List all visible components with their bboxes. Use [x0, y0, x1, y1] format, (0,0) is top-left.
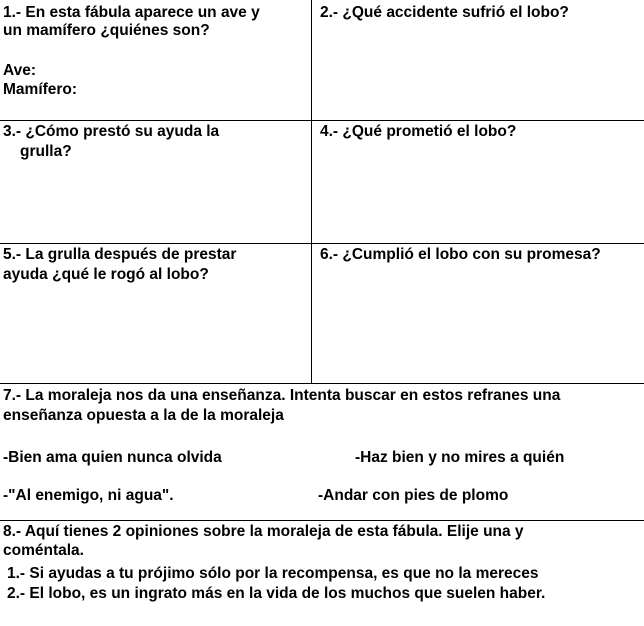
- grid-line-row4: [0, 520, 644, 521]
- question-7-line2: enseñanza opuesta a la de la moraleja: [3, 407, 284, 424]
- refran-2: -Haz bien y no mires a quién: [355, 449, 565, 466]
- question-3-line2: grulla?: [20, 143, 72, 160]
- question-8-line1: 8.- Aquí tienes 2 opiniones sobre la moraleja de esta fábula. Elije una y: [3, 523, 524, 540]
- question-1-line2: un mamífero ¿quiénes son?: [3, 22, 210, 39]
- grid-line-row3: [0, 383, 644, 384]
- grid-line-row2: [0, 243, 644, 244]
- question-1-line1: 1.- En esta fábula aparece un ave y: [3, 4, 260, 21]
- question-5-line2: ayuda ¿qué le rogó al lobo?: [3, 266, 209, 283]
- mamifero-label: Mamífero:: [3, 81, 78, 98]
- question-6: 6.- ¿Cumplió el lobo con su promesa?: [320, 246, 601, 263]
- refran-3: -"Al enemigo, ni agua".: [3, 487, 174, 504]
- question-2: 2.- ¿Qué accidente sufrió el lobo?: [320, 4, 569, 21]
- opinion-1: 1.- Si ayudas a tu prójimo sólo por la recompensa, es que no la mereces: [7, 565, 539, 582]
- ave-label: Ave:: [3, 62, 37, 79]
- question-4: 4.- ¿Qué prometió el lobo?: [320, 123, 517, 140]
- opinion-2: 2.- El lobo, es un ingrato más en la vida de los muchos que suelen haber.: [7, 585, 546, 602]
- question-7-line1: 7.- La moraleja nos da una enseñanza. Intenta buscar en estos refranes una: [3, 387, 561, 404]
- question-8-line2: coméntala.: [3, 542, 84, 559]
- question-3-line1: 3.- ¿Cómo prestó su ayuda la: [3, 123, 220, 140]
- refran-4: -Andar con pies de plomo: [318, 487, 509, 504]
- question-5-line1: 5.- La grulla después de prestar: [3, 246, 237, 263]
- grid-line-row1: [0, 120, 644, 121]
- refran-1: -Bien ama quien nunca olvida: [3, 449, 222, 466]
- grid-line-column: [311, 0, 312, 384]
